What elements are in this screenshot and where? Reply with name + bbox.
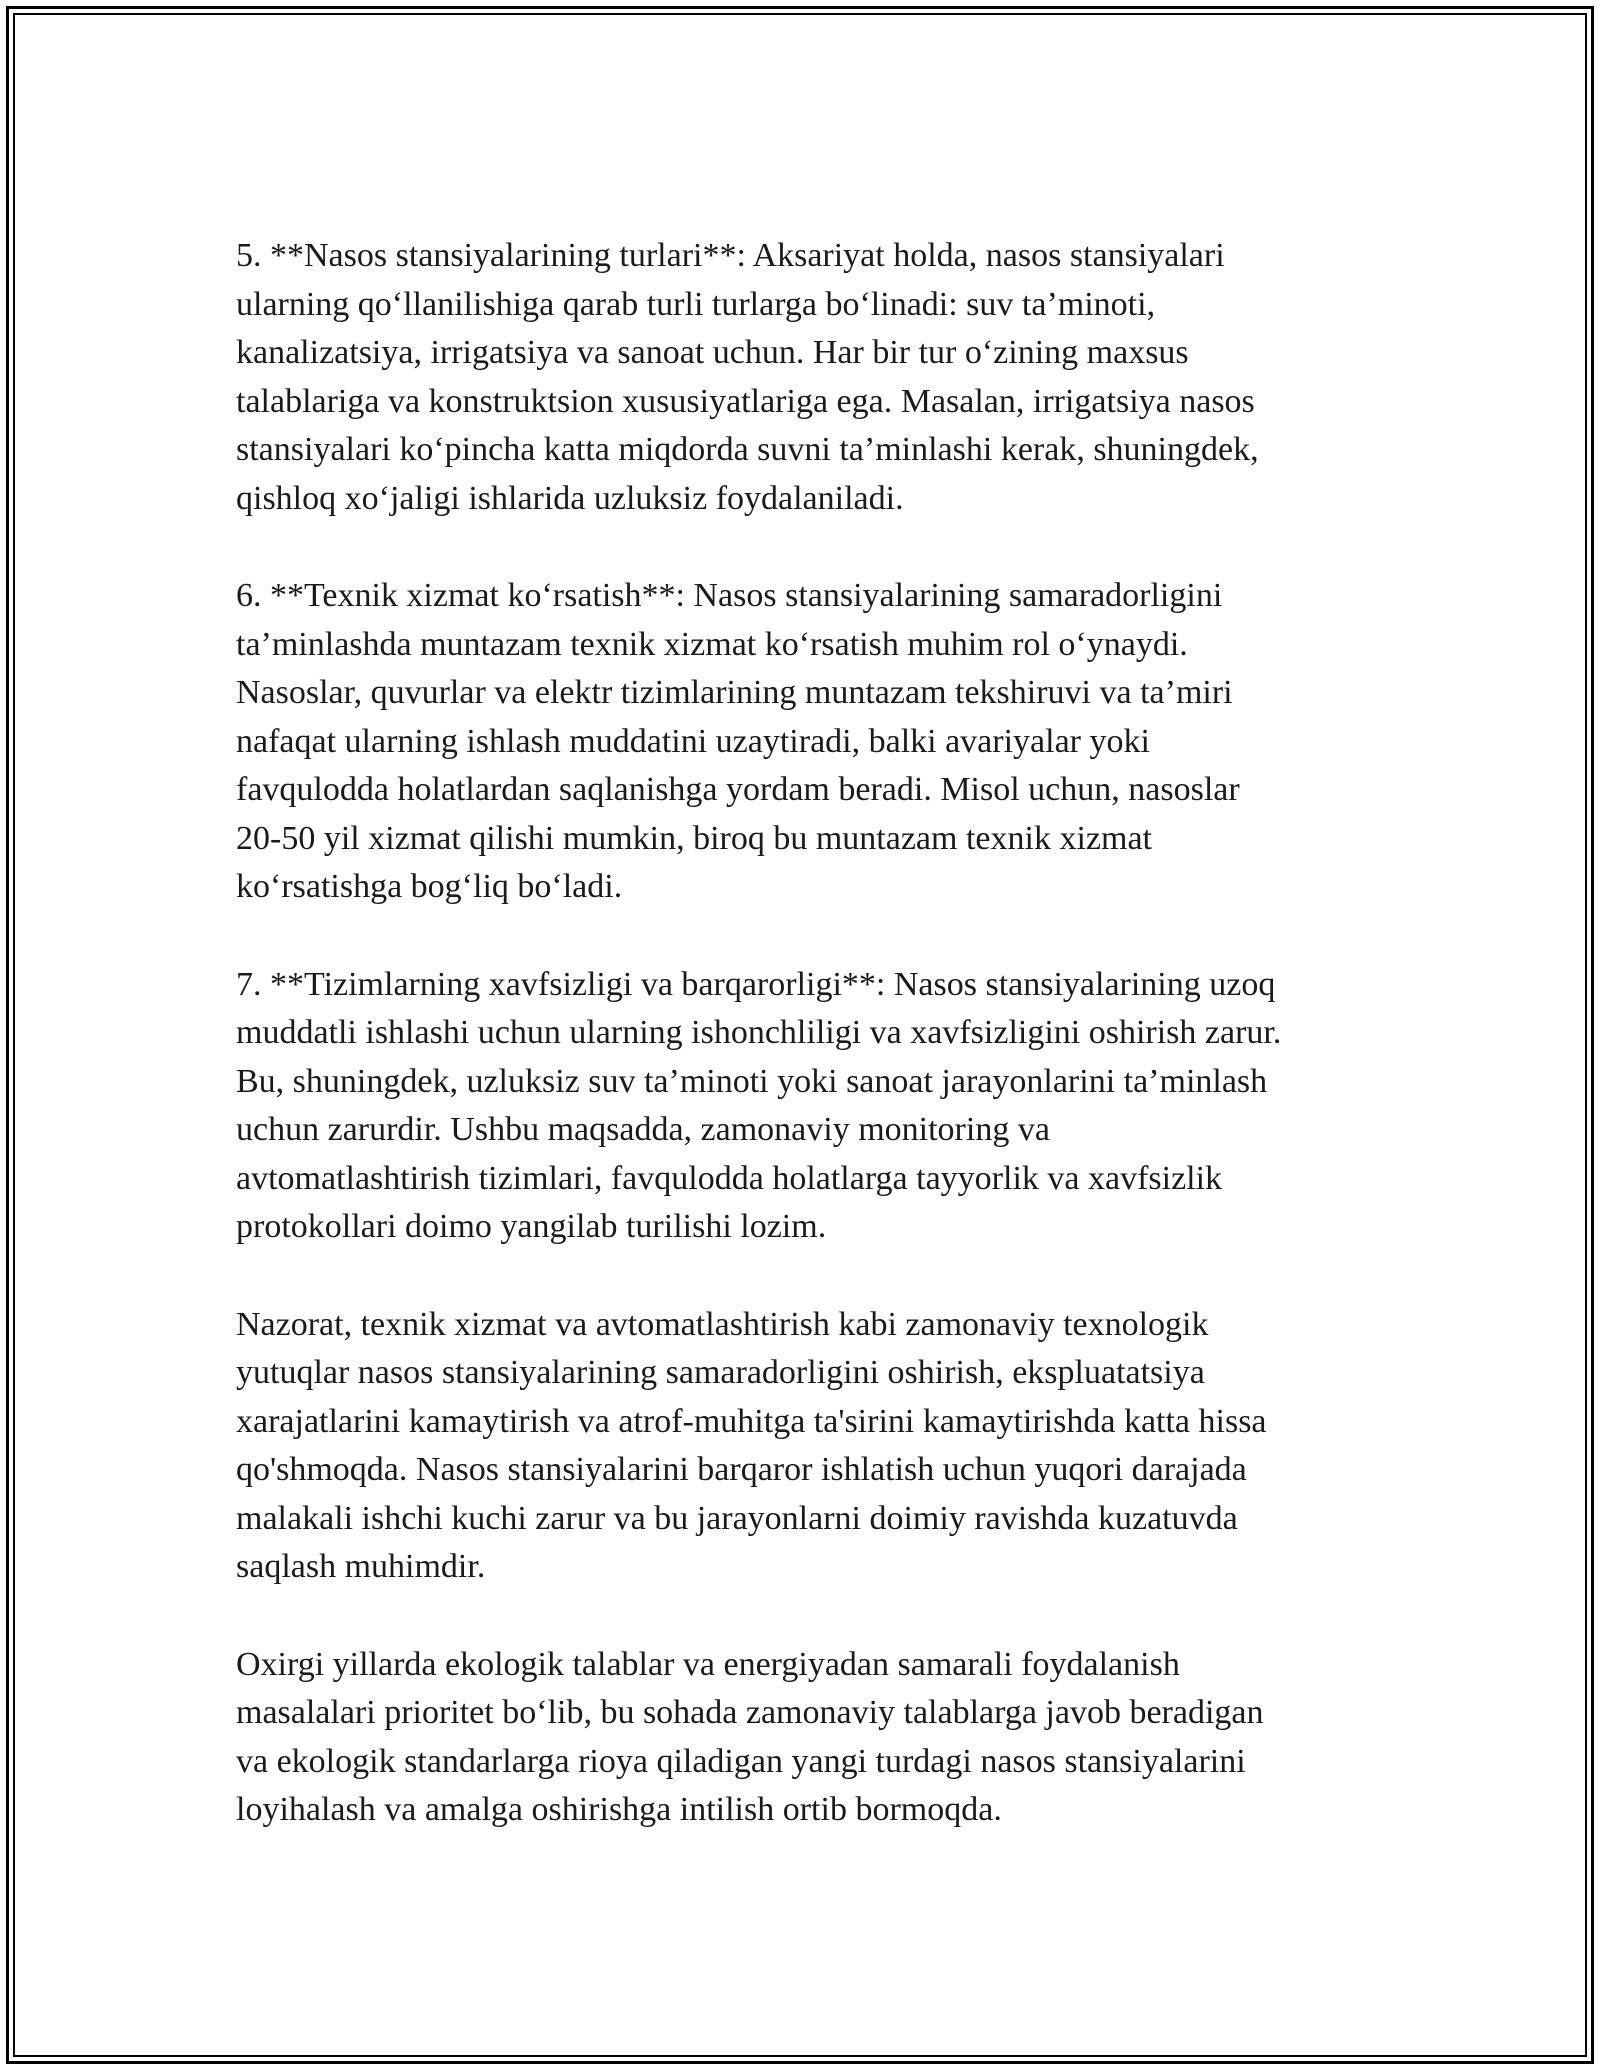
paragraph-maintenance: 6. **Texnik xizmat ko‘rsatish**: Nasos stansiyalarining samaradorligini ta’minlashda muntazam texnik xizmat ko‘rsatish muhim rol o‘ynaydi. Nasoslar, quvurlar va elektr tizimlarining muntazam tekshiruvi va ta’miri nafaqat ularning ishlash muddatini uzaytiradi, balki avariyalar yoki favqulodda holatlardan saqlanishga yordam beradi. Misol uchun, nasoslar 20-50 yil xizmat qilishi mumkin, biroq bu muntazam texnik xizmat ko‘rsatishga bog‘liq bo‘ladi. <box>236 577 1240 905</box>
paragraph-ecological-requirements: Oxirgi yillarda ekologik talablar va energiyadan samarali foydalanish masalalari prioritet bo‘lib, bu sohada zamonaviy talablarga javob beradigan va ekologik standarlarga rioya qiladigan yangi turdagi nasos stansiyalarini loyihalash va amalga oshirishga intilish ortib bormoqda. <box>236 1645 1264 1828</box>
paragraph-modern-technology: Nazorat, texnik xizmat va avtomatlashtirish kabi zamonaviy texnologik yutuqlar nasos stansiyalarining samaradorligini oshirish, ekspluatatsiya xarajatlarini kamaytirish va atrof-muhitga ta'sirini kamaytirishda katta hissa qo'shmoqda. Nasos stansiyalarini barqaror ishlatish uchun yuqori darajada malakali ishchi kuchi zarur va bu jarayonlarni doimiy ravishda kuzatuvda saqlash muhimdir. <box>236 1305 1267 1585</box>
paragraph-pump-station-types: 5. **Nasos stansiyalarining turlari**: Aksariyat holda, nasos stansiyalari ularning qo‘llanilishiga qarab turli turlarga bo‘linadi: suv ta’minoti, kanalizatsiya, irrigatsiya va sanoat uchun. Har bir tur o‘zining maxsus talablariga va konstruktsion xususiyatlariga ega. Masalan, irrigatsiya nasos stansiyalari ko‘pincha katta miqdorda suvni ta’minlashi kerak, shuningdek, qishloq xo‘jaligi ishlarida uzluksiz foydalaniladi. <box>236 237 1259 517</box>
paragraph-safety-stability: 7. **Tizimlarning xavfsizligi va barqarorligi**: Nasos stansiyalarining uzoq muddatli ishlashi uchun ularning ishonchliligi va xavfsizligini oshirish zarur. Bu, shuningdek, uzluksiz suv ta’minoti yoki sanoat jarayonlarini ta’minlash uchun zarurdir. Ushbu maqsadda, zamonaviy monitoring va avtomatlashtirish tizimlari, favqulodda holatlarga tayyorlik va xavfsizlik protokollari doimo yangilab turilishi lozim. <box>236 965 1282 1245</box>
document-body <box>236 232 1386 1835</box>
